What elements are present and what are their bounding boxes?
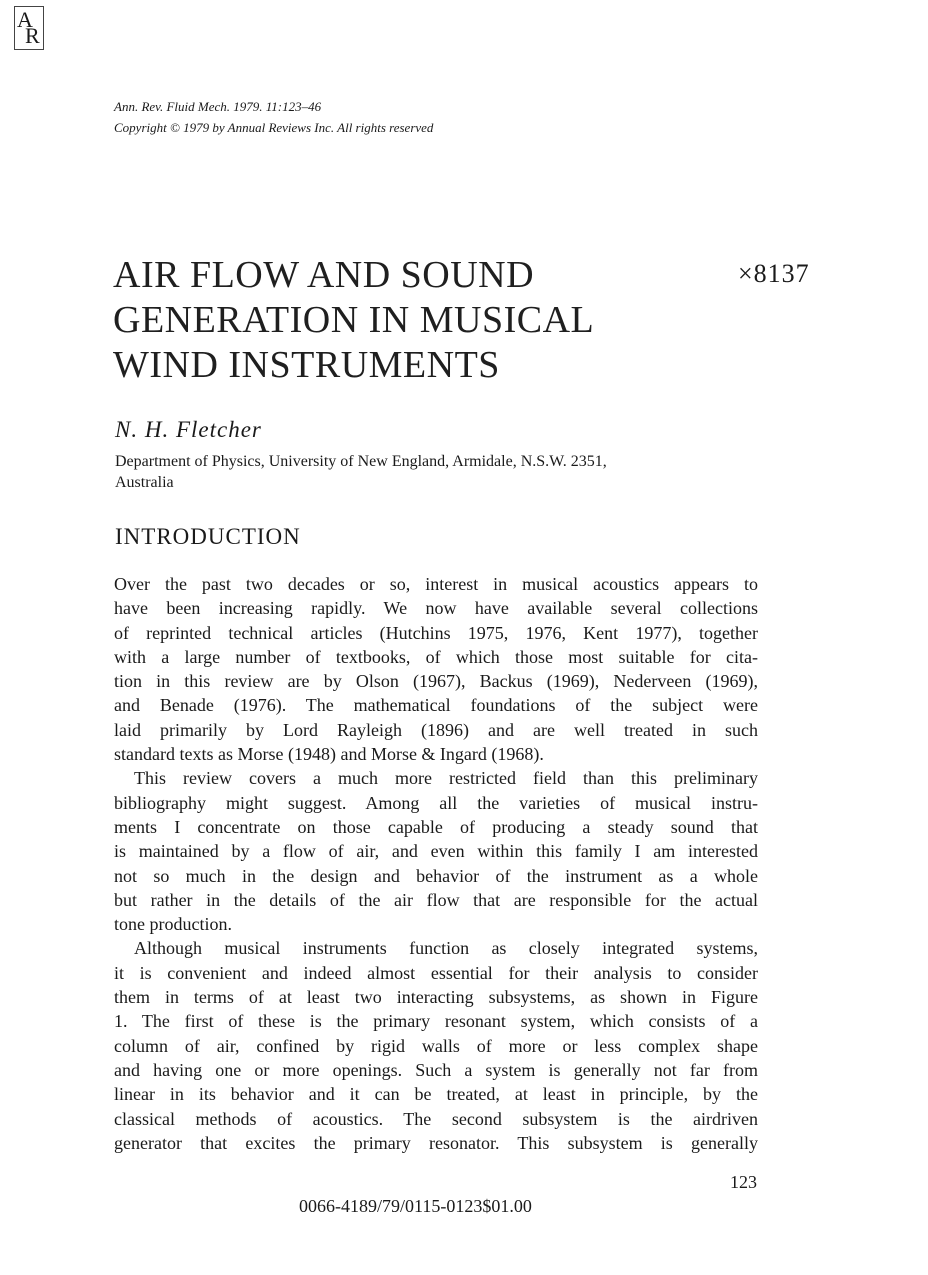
- body-line: Over the past two decades or so, interest in musical acoustics appears to: [114, 574, 758, 594]
- body-line: 1. The first of these is the primary resonant system, which consists of a: [114, 1011, 758, 1032]
- title-line-3: WIND INSTRUMENTS: [113, 344, 500, 386]
- body-line: linear in its behavior and it can be treated, at least in principle, by the: [114, 1084, 758, 1105]
- body-line: and Benade (1976). The mathematical foundations of the subject were: [114, 695, 758, 716]
- author-affiliation: [115, 451, 755, 493]
- body-line: generator that excites the primary resonator. This subsystem is generally: [114, 1132, 758, 1153]
- page-number: 123: [730, 1172, 757, 1192]
- body-line: not so much in the design and behavior of the instrument as a whole: [114, 865, 758, 886]
- body-line: have been increasing rapidly. We now have available several collections: [114, 598, 758, 619]
- body-line: them in terms of at least two interacting subsystems, as shown in Figure: [114, 987, 758, 1008]
- body-line: laid primarily by Lord Rayleigh (1896) and are well treated in such: [114, 719, 758, 740]
- body-line: it is convenient and indeed almost essential for their analysis to consider: [114, 962, 758, 983]
- accession-number: ×8137: [738, 259, 810, 288]
- body-line: with a large number of textbooks, of which those most suitable for cita-: [114, 646, 758, 667]
- journal-header: [114, 96, 433, 138]
- section-heading: INTRODUCTION: [115, 524, 301, 549]
- affiliation-line-1: Department of Physics, University of New England, Armidale, N.S.W. 2351,: [115, 453, 607, 470]
- body-line: tion in this review are by Olson (1967), Backus (1969), Nederveen (1969),: [114, 671, 758, 692]
- body-line: column of air, confined by rigid walls of more or less complex shape: [114, 1035, 758, 1056]
- title-line-1: AIR FLOW AND SOUND: [113, 254, 535, 296]
- publication-code: 0066-4189/79/0115-0123$01.00: [299, 1196, 532, 1216]
- author-name: N. H. Fletcher: [115, 417, 262, 442]
- body-line: and having one or more openings. Such a system is generally not far from: [114, 1059, 758, 1080]
- affiliation-line-2: Australia: [115, 474, 174, 491]
- body-line: standard texts as Morse (1948) and Morse & Ingard (1968).: [114, 744, 544, 765]
- article-title: [113, 253, 594, 388]
- body-line: tone production.: [114, 914, 232, 935]
- body-line: is maintained by a flow of air, and even within this family I am interested: [114, 841, 758, 862]
- title-line-2: GENERATION IN MUSICAL: [113, 299, 595, 341]
- copyright-line: Copyright © 1979 by Annual Reviews Inc. All rights reserved: [114, 120, 434, 135]
- body-line: but rather in the details of the air flow that are responsible for the actual: [114, 889, 758, 910]
- citation-line: Ann. Rev. Fluid Mech. 1979. 11:123–46: [114, 99, 322, 114]
- body-line: of reprinted technical articles (Hutchins 1975, 1976, Kent 1977), together: [114, 622, 758, 643]
- body-line: ments I concentrate on those capable of producing a steady sound that: [114, 816, 758, 837]
- body-line: This review covers a much more restricted field than this preliminary: [134, 768, 758, 789]
- body-text: [114, 572, 758, 1155]
- body-line: classical methods of acoustics. The second subsystem is the airdriven: [114, 1108, 758, 1129]
- body-line: bibliography might suggest. Among all the varieties of musical instru-: [114, 792, 758, 813]
- body-line: Although musical instruments function as closely integrated systems,: [134, 938, 758, 959]
- annual-reviews-logo: A R: [14, 6, 44, 50]
